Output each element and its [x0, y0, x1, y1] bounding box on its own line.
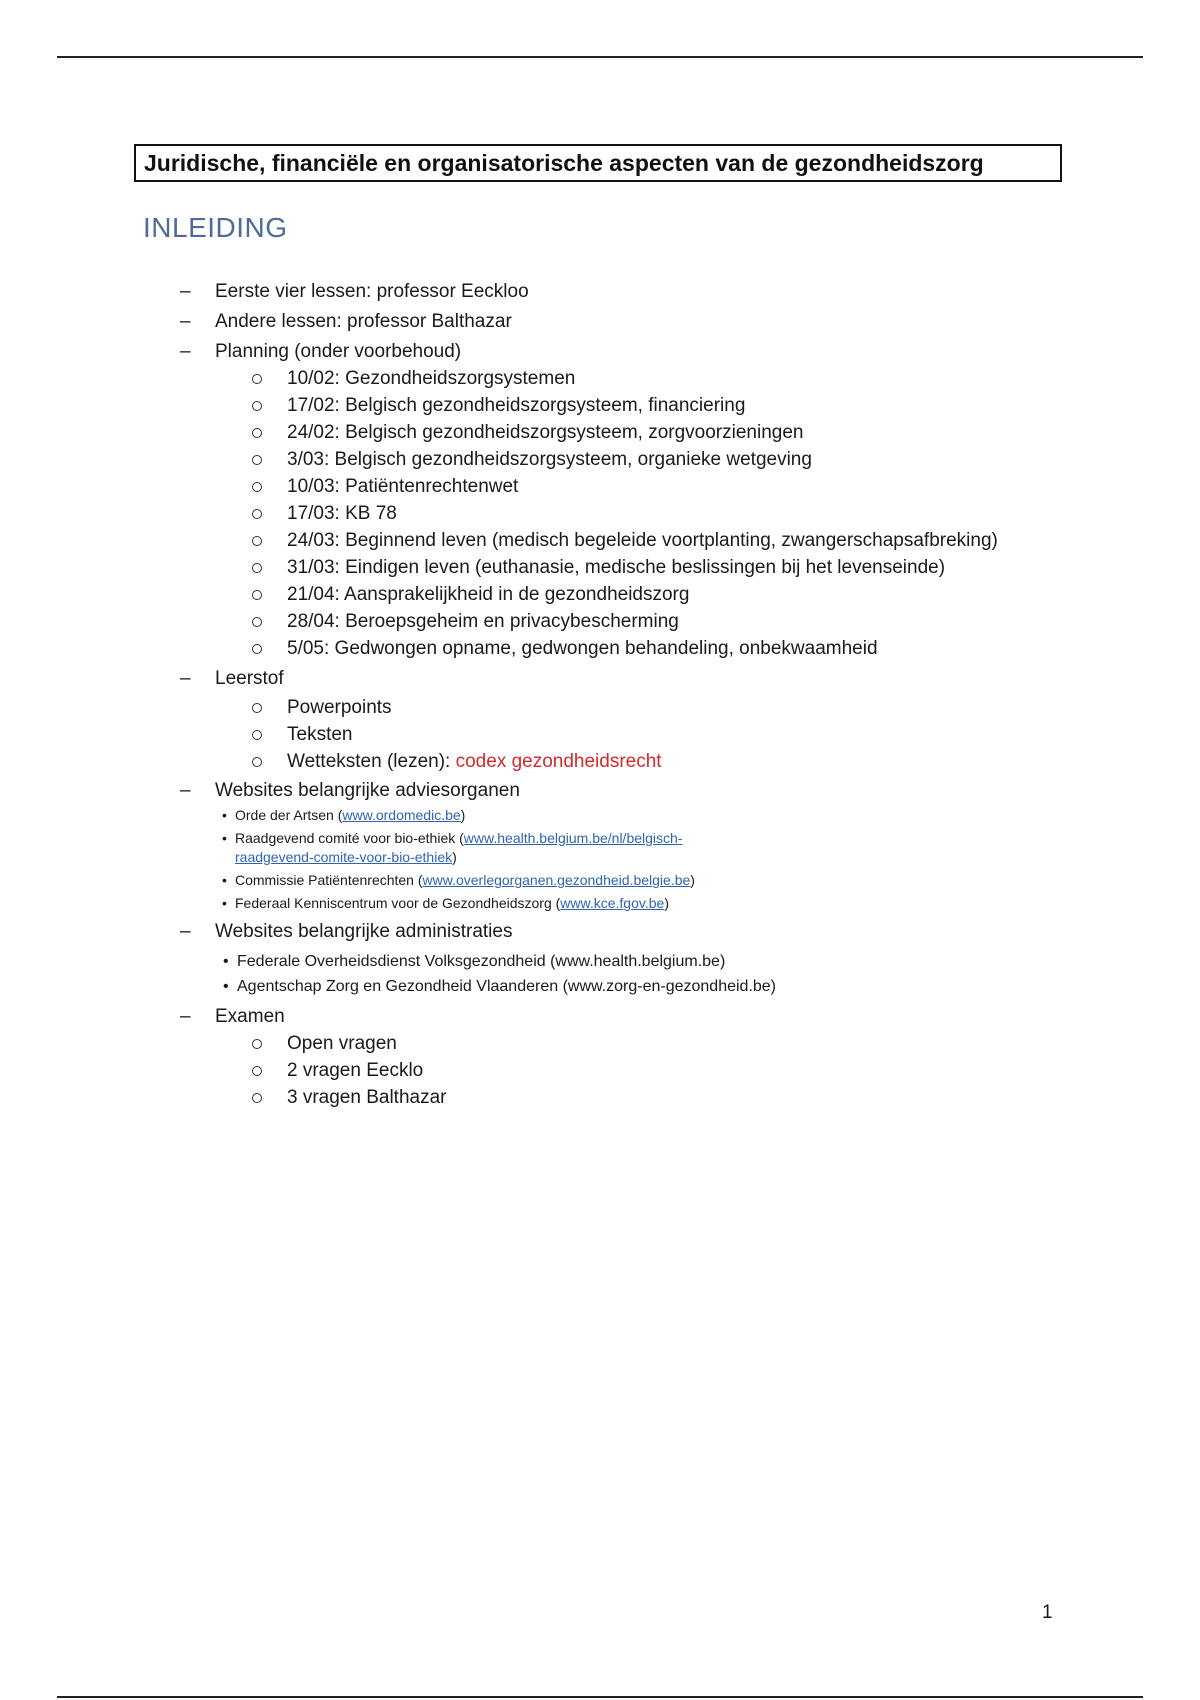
codex-highlight: codex gezondheidsrecht: [455, 751, 662, 772]
wetteksten-label: Wetteksten (lezen):: [287, 751, 456, 772]
section-heading: INLEIDING: [143, 212, 288, 243]
bio-ethiek-link-continued[interactable]: raadgevend-comite-voor-bio-ethiek: [235, 849, 453, 865]
bio-ethiek-link[interactable]: www.health.belgium.be/nl/belgisch-: [463, 830, 683, 846]
ordomedic-link[interactable]: www.ordomedic.be: [342, 807, 461, 823]
bottom-rule: [57, 1696, 1143, 1698]
overlegorganen-link[interactable]: www.overlegorganen.gezondheid.belgie.be: [422, 872, 691, 888]
document-title: Juridische, financiële en organisatorische aspecten van de gezondheidszorg: [134, 144, 1062, 182]
kce-link[interactable]: www.kce.fgov.be: [560, 895, 665, 911]
page-number: 1: [1042, 1602, 1053, 1623]
top-rule: [57, 56, 1143, 58]
